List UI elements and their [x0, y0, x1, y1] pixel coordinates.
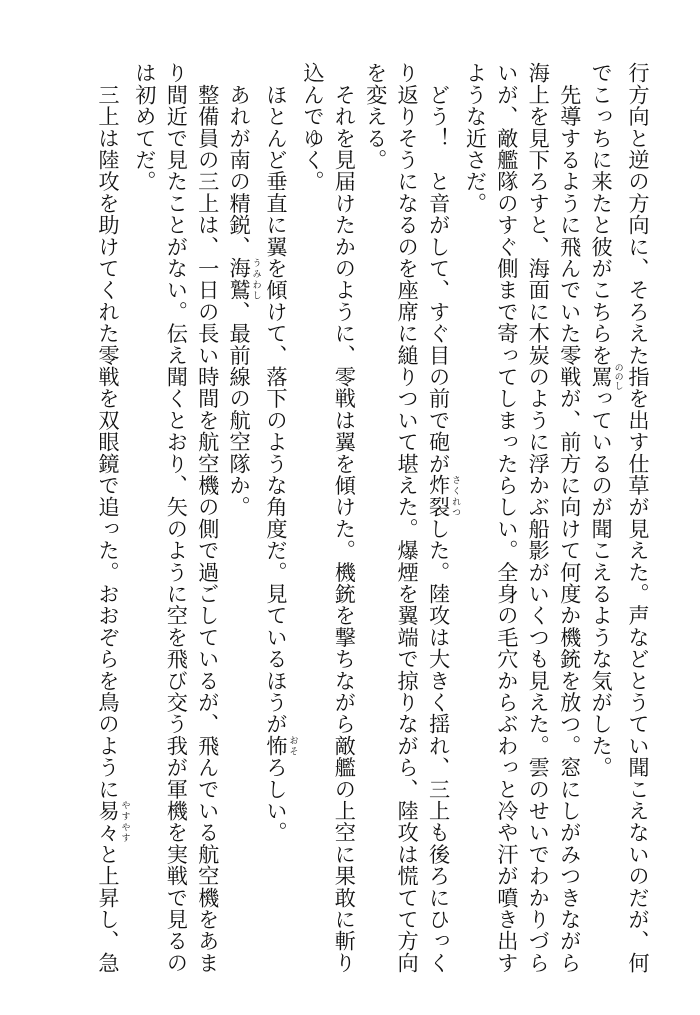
ruby-reading: やすやす: [119, 799, 130, 844]
ruby-annotated-word: [227, 257, 261, 301]
text-segment: した。陸攻は大きく揺れ、三上も後ろにひっく: [426, 517, 452, 974]
text-line: [298, 62, 329, 962]
text-line: [460, 62, 491, 962]
ruby-base: 易々: [96, 799, 121, 844]
text-segment: は初めてだ。: [132, 62, 158, 193]
text-segment: 、最前線の航空隊か。: [227, 300, 253, 518]
text-segment: 三上は陸攻を助けてくれた零戦を双眼鏡で追った。おおぞらを鳥のように: [96, 62, 121, 800]
text-segment: いが、敵艦隊のすぐ側まで寄ってしまったらしい。全身の毛穴からぶわっと冷や汗が噴き出す: [494, 62, 520, 974]
text-segment: 海上を見下ろすと、海面に木炭のように浮かぶ船影がいくつも見えた。雲のせいでわかりづら: [526, 62, 552, 974]
text-line: [554, 62, 585, 974]
text-segment: と上昇し、急: [96, 843, 121, 974]
text-line: [586, 62, 623, 962]
text-segment: ような近さだ。: [463, 62, 489, 214]
text-line: [523, 62, 554, 974]
ruby-annotated-word: [589, 363, 623, 391]
text-segment: ろしい。: [264, 756, 290, 844]
text-segment: でこっちに来たと彼がこちらを: [589, 62, 615, 366]
ruby-base: 罵: [589, 363, 615, 391]
ruby-base: 炸裂: [426, 474, 452, 518]
text-line: [161, 62, 192, 974]
text-line: [423, 62, 461, 974]
text-segment: 整備員の三上は、一日の長い時間を航空機の側で過ごしているが、飛んでいる航空機をあま: [195, 62, 221, 974]
text-line: [329, 62, 360, 974]
text-segment: あれが南の精鋭、: [227, 62, 253, 258]
text-segment: り返りそうになるのを座席に縋りついて堪えた。爆煙を翼端で掠りながら、陸攻は慌てて方向: [395, 62, 421, 974]
text-segment: 込んでゆく。: [300, 62, 326, 193]
text-segment: 先導するように飛んでいた零戦が、前方に向けて何度か機銃を放つ。窓にしがみつきながら: [557, 62, 583, 974]
ruby-annotated-word: [426, 474, 461, 518]
ruby-reading: さくれつ: [450, 474, 461, 518]
text-line: [130, 62, 161, 962]
text-line: [623, 62, 654, 974]
text-line: [392, 62, 423, 974]
text-segment: 行方向と逆の方向に、そろえた指を出す仕草が見えた。声などとうてい聞こえないのだが、何: [626, 62, 651, 974]
ruby-base: 怖: [264, 734, 290, 757]
text-segment: を変える。: [363, 62, 389, 171]
text-line: [491, 62, 522, 974]
text-line: [93, 62, 130, 974]
ruby-reading: ののし: [612, 363, 623, 391]
text-line: [261, 62, 298, 962]
text-line: [192, 62, 223, 974]
ruby-reading: うみわし: [250, 257, 261, 301]
ruby-annotated-word: [264, 734, 298, 757]
text-segment: り間近で見たことがない。伝え聞くとおり、矢のように空を飛び交う我が軍機を実戦で見るの: [164, 62, 190, 974]
text-segment: ほとんど垂直に翼を傾けて、落下のような角度だ。見ているほうが: [264, 62, 290, 735]
text-segment: それを見届けたかのように、零戦は翼を傾けた。機銃を撃ちながら敵艦の上空に果敢に斬り: [332, 62, 358, 974]
text-segment: どう！ と音がして、すぐ目の前で砲が: [426, 62, 452, 475]
ruby-annotated-word: [96, 799, 130, 844]
text-segment: っているのが聞こえるような気がした。: [589, 387, 615, 779]
ruby-reading: おそ: [287, 734, 298, 757]
vertical-text-body: [93, 62, 654, 974]
text-line: [360, 62, 391, 962]
ruby-base: 海鷲: [227, 257, 253, 301]
text-line: [224, 62, 261, 962]
